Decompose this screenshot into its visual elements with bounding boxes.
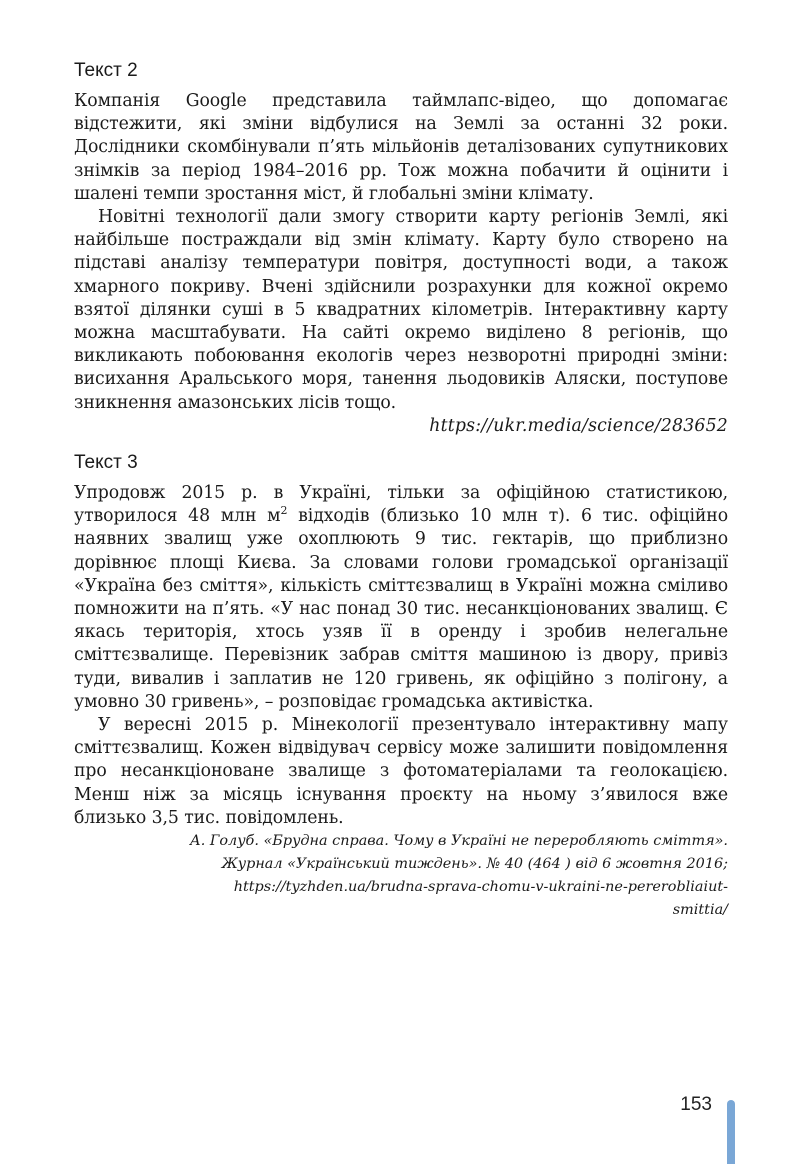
page-content [74,58,728,922]
text3-paragraph-1-part-b: відходів (близько 10 млн т). 6 тис. офіційно наявних звалищ уже охоплюють 9 тис. гектарів, що приблизно дорівнює площі Києва. За словами голови громадської організації «Україна без сміття», кількість сміттєзвалищ в Україні можна сміливо помножити на п’ять. «У нас понад 30 тис. несанкціонованих звалищ. Є якась територія, хтось узяв її в оренду і зробив нелегальне сміттєзвалище. Перевізник забрав сміття машиною із двору, привіз туди, вивалив і заплатив не 120 гривень, як офіційно з полігону, а умовно 30 гривень», – розповідає громадська активістка. [74,506,729,712]
text3-paragraph-1 [74,482,728,714]
text2-paragraph-1: Компанія Google представила таймлапс-відео, що допомагає відстежити, які зміни відбулися на Землі за останні 32 роки. Дослідники скомбінували п’ять мільйонів деталізованих супутникових знімків за період 1984–2016 рр. Тож можна побачити й оцінити і шалені темпи зростання міст, й глобальні зміни клімату. [74,91,728,204]
text2-paragraph-2: Новітні технології дали змогу створити карту регіонів Землі, які найбільше постраждали від змін клімату. Карту було створено на підставі аналізу температури повітря, доступності води, а також хмарного покриву. Вчені здійснили розрахунки для кожної окремо взятої ділянки суші в 5 квадратних кілометрів. Інтерактивну карту можна масштабувати. На сайті окремо виділено 8 регіонів, що викликають побоювання екологів через незворотні природні зміни: висихання Аральського моря, танення льодовиків Аляски, поступове зникнення амазонських лісів тощо. [74,207,728,413]
text2-heading: Текст 2 [74,60,138,81]
square-superscript: 2 [280,504,288,518]
citation-line-2: Журнал «Український тиждень». № 40 (464 ) від 6 жовтня 2016; [221,856,728,873]
citation-line-4: smittia/ [672,902,728,919]
text3-heading: Текст 3 [74,452,138,474]
page-number: 153 [680,1094,712,1115]
text3-paragraph-2: У вересні 2015 р. Мінекології презентувало інтерактивну мапу сміттєзвалищ. Кожен відвідувач сервісу може залишити повідомлення про несанкціоноване звалище з фотоматеріалами та геолокацією. Менш ніж за місяць існування проєкту на ньому з’явилося вже близько 3,5 тис. повідомлень. [74,715,728,828]
citation-line-3: https://tyzhden.ua/brudna-sprava-chomu-v-ukraini-ne-pererobliaiut- [233,879,728,896]
text2-source-link: https://ukr.media/science/283652 [429,415,728,436]
text3-citation [74,830,728,922]
text3-paragraph-1-part-a: Упродовж 2015 р. в Україні, тільки за офіційною статистикою, утворилося 48 млн м [74,483,728,527]
section-gap [74,438,728,450]
page-edge-marker [727,1100,735,1164]
citation-line-1: А. Голуб. «Брудна справа. Чому в Україні не переробляють сміття». [189,833,728,850]
